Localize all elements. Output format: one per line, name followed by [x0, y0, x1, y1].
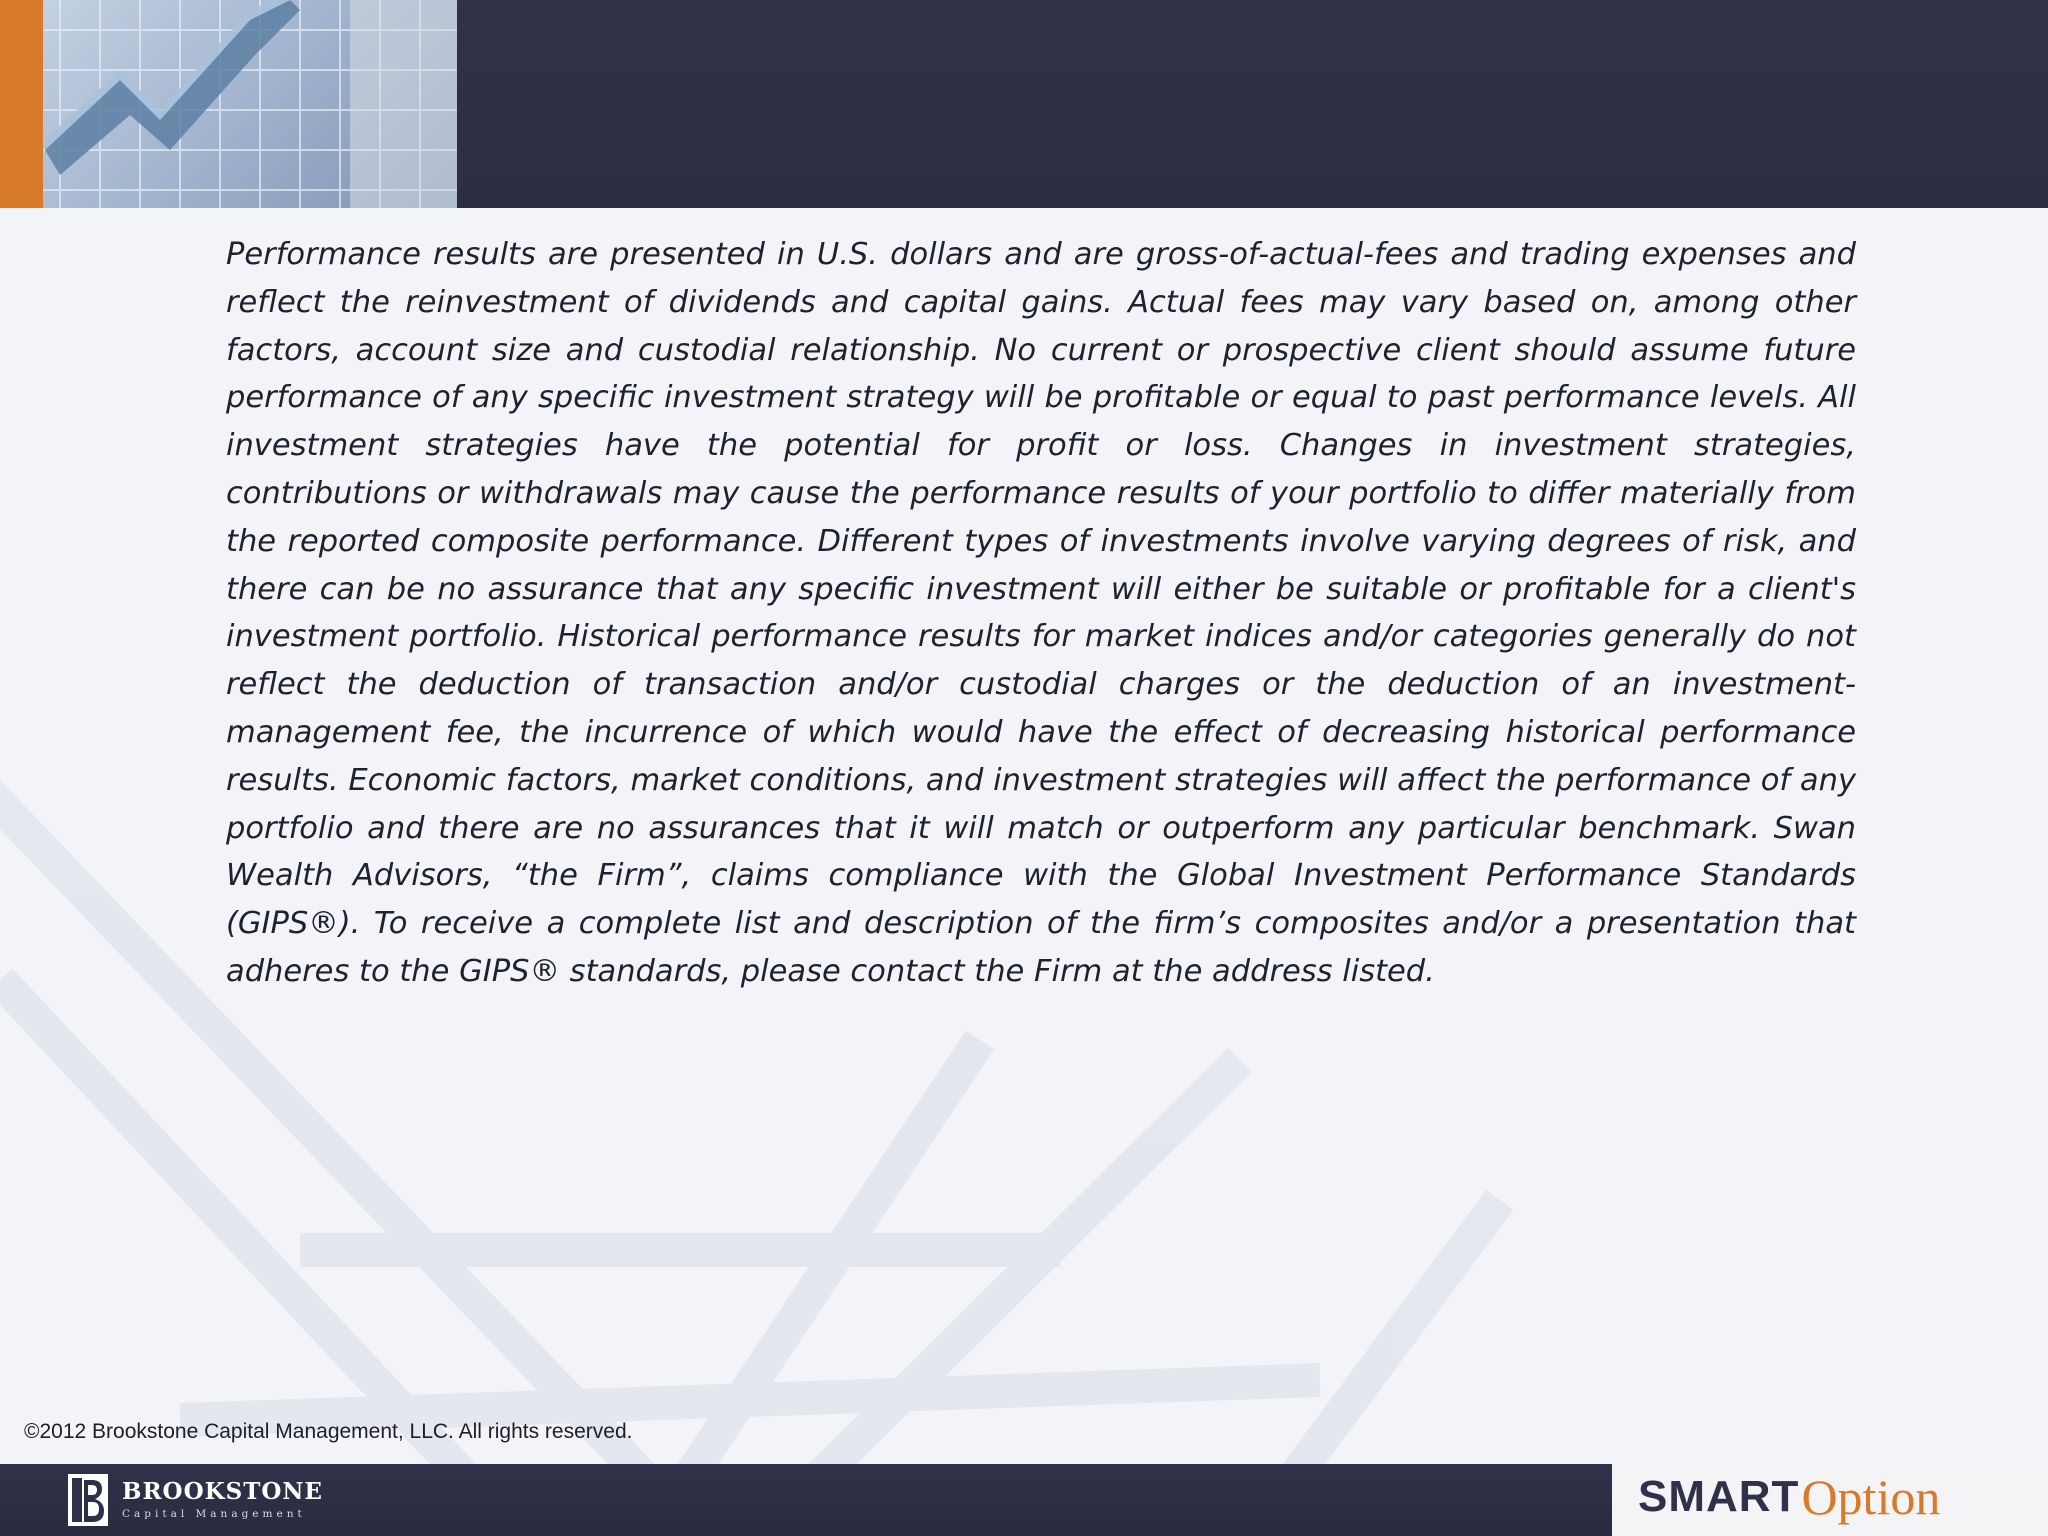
brookstone-logo — [66, 1466, 323, 1534]
smartoption-logo — [1638, 1462, 1940, 1532]
brookstone-b-icon — [66, 1472, 110, 1528]
brookstone-subtitle: Capital Management — [122, 1508, 306, 1521]
header-chart-photo — [0, 0, 457, 208]
copyright-notice: ©2012 Brookstone Capital Management, LLC. All rights reserved. — [24, 1420, 633, 1443]
brookstone-name: BROOKSTONE — [122, 1478, 323, 1506]
smartoption-logo-option: Option — [1801, 1469, 1941, 1525]
rising-chart-graphic — [0, 0, 457, 208]
smartoption-logo-smart: SMART — [1638, 1472, 1800, 1521]
disclosure-paragraph: Performance results are presented in U.S. dollars and are gross-of-actual-fees and trading expenses and reflect the reinvestment of dividends and capital gains. Actual fees may vary based on, among other factors, account size and custodial relationship. No current or prospective client should assume future performance of any specific investment strategy will be profitable or equal to past performance levels. All investment strategies have the potential for profit or loss. Changes in investment strategies, contributions or withdrawals may cause the performance results of your portfolio to differ materially from the reported composite performance. Different types of investments involve varying degrees of risk, and there can be no assurance that any specific investment will either be suitable or profitable for a client's investment portfolio. Historical performance results for market indices and/or categories generally do not reflect the deduction of transaction and/or custodial charges or the deduction of an investment-management fee, the incurrence of which would have the effect of decreasing historical performance results. Economic factors, market conditions, and investment strategies will affect the performance of any portfolio and there are no assurances that it will match or outperform any particular benchmark. Swan Wealth Advisors, “the Firm”, claims compliance with the Global Investment Performance Standards (GIPS®). To receive a complete list and description of the firm’s composites and/or a presentation that adheres to the GIPS® standards, please contact the Firm at the address listed. — [226, 237, 1856, 989]
orange-accent-strip — [0, 0, 43, 208]
